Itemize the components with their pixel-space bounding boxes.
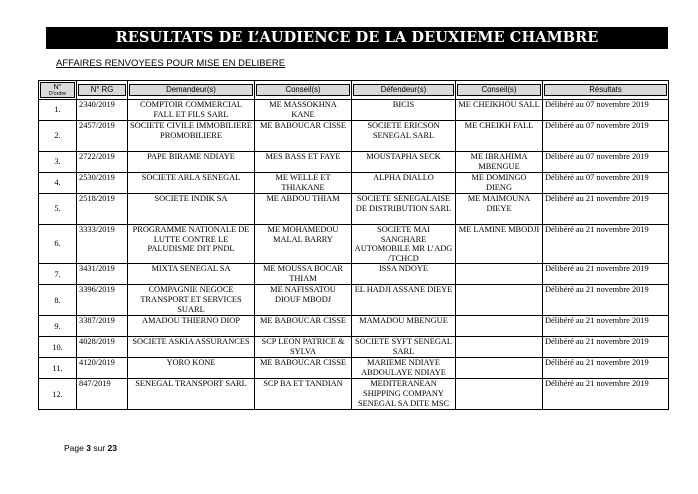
cell-conseil: ME MASSOKHNA KANE <box>255 100 352 121</box>
header-rg: N° RG <box>77 81 128 100</box>
cell-rg: 847/2019 <box>77 379 128 410</box>
cell-defendeur: SOCIETE SENEGALAISE DE DISTRIBUTION SARL <box>352 194 456 225</box>
header-defendeur: Défendeur(s) <box>352 81 456 100</box>
cell-resultat: Délibéré au 21 novembre 2019 <box>543 358 669 379</box>
cell-defendeur: MEDITERANEAN SHIPPING COMPANY SENEGAL SA DITE MSC <box>352 379 456 410</box>
cell-demandeur: SOCIETE CIVILE IMMOBILIERE PROMOBILIERE <box>128 121 255 152</box>
cell-conseil: SCP LEON PATRICE & SYLVA <box>255 337 352 358</box>
cell-defendeur: SOCIETE ERICSON SENEGAL SARL <box>352 121 456 152</box>
cell-resultat: Délibéré au 21 novembre 2019 <box>543 285 669 316</box>
cell-rg: 2530/2019 <box>77 173 128 194</box>
cell-rg: 2457/2019 <box>77 121 128 152</box>
cell-num: 2. <box>39 121 77 152</box>
cell-demandeur: YORO KONE <box>128 358 255 379</box>
cell-num: 10. <box>39 337 77 358</box>
table-row <box>39 316 669 337</box>
cell-num: 11. <box>39 358 77 379</box>
cell-demandeur: AMADOU THIERNO DIOP <box>128 316 255 337</box>
cell-conseil-defendeur: ME CHEIKH FALL <box>456 121 543 152</box>
results-table <box>38 80 669 410</box>
cell-rg: 4120/2019 <box>77 358 128 379</box>
header-demandeur: Demandeur(s) <box>128 81 255 100</box>
cell-rg: 2340/2019 <box>77 100 128 121</box>
cell-demandeur: SOCIETE ARLA SENEGAL <box>128 173 255 194</box>
cell-conseil-defendeur <box>456 337 543 358</box>
cell-resultat: Délibéré au 21 novembre 2019 <box>543 194 669 225</box>
cell-resultat: Délibéré au 21 novembre 2019 <box>543 264 669 285</box>
cell-conseil: ME WELLE ET THIAKANE <box>255 173 352 194</box>
cell-demandeur: SOCIETE INDIK SA <box>128 194 255 225</box>
cell-demandeur: PAPE BIRAME NDIAYE <box>128 152 255 173</box>
cell-conseil: ME MOHAMEDOU MALAL BARRY <box>255 225 352 264</box>
cell-rg: 3431/2019 <box>77 264 128 285</box>
cell-resultat: Délibéré au 07 novembre 2019 <box>543 173 669 194</box>
page-total: 23 <box>107 443 117 453</box>
cell-num: 8. <box>39 285 77 316</box>
cell-conseil-defendeur <box>456 316 543 337</box>
cell-defendeur: EL HADJI ASSANE DIEYE <box>352 285 456 316</box>
cell-conseil-defendeur <box>456 379 543 410</box>
table-row <box>39 379 669 410</box>
cell-conseil: SCP BA ET TANDIAN <box>255 379 352 410</box>
cell-conseil: ME BABOUCAR CISSE <box>255 316 352 337</box>
cell-conseil-defendeur: ME IBRAHIMA MBENGUE <box>456 152 543 173</box>
header-conseil-defendeur: Conseil(s) <box>456 81 543 100</box>
cell-conseil: ME ABDOU THIAM <box>255 194 352 225</box>
cell-rg: 2518/2019 <box>77 194 128 225</box>
cell-defendeur: ISSA NDOYE <box>352 264 456 285</box>
cell-rg: 3396/2019 <box>77 285 128 316</box>
cell-conseil-defendeur <box>456 264 543 285</box>
cell-resultat: Délibéré au 07 novembre 2019 <box>543 100 669 121</box>
cell-conseil-defendeur: ME LAMINE MBODJI <box>456 225 543 264</box>
cell-num: 3. <box>39 152 77 173</box>
cell-resultat: Délibéré au 07 novembre 2019 <box>543 152 669 173</box>
cell-rg: 4028/2019 <box>77 337 128 358</box>
section-heading: AFFAIRES RENVOYEES POUR MISE EN DELIBERE <box>56 58 286 69</box>
table-row <box>39 358 669 379</box>
table-row <box>39 225 669 264</box>
cell-defendeur: ALPHA DIALLO <box>352 173 456 194</box>
table-body <box>39 100 669 410</box>
cell-conseil: MES BASS ET FAYE <box>255 152 352 173</box>
page-footer <box>64 443 117 453</box>
cell-rg: 2722/2019 <box>77 152 128 173</box>
document-title: RESULTATS DE L’AUDIENCE DE LA DEUXIEME CHAMBRE <box>46 27 668 49</box>
cell-resultat: Délibéré au 07 novembre 2019 <box>543 121 669 152</box>
cell-defendeur: MAMADOU MBENGUE <box>352 316 456 337</box>
table-row <box>39 194 669 225</box>
cell-defendeur: BICIS <box>352 100 456 121</box>
cell-conseil-defendeur: ME MAIMOUNA DIEYE <box>456 194 543 225</box>
table-row <box>39 285 669 316</box>
page-word: Page <box>64 443 84 453</box>
page-current: 3 <box>86 443 91 453</box>
table-row <box>39 121 669 152</box>
table-row <box>39 100 669 121</box>
table-row <box>39 264 669 285</box>
cell-rg: 3333/2019 <box>77 225 128 264</box>
cell-num: 12. <box>39 379 77 410</box>
cell-defendeur: SOCIETE SYFT SENEGAL SARL <box>352 337 456 358</box>
sur-word: sur <box>93 443 106 453</box>
cell-num: 5. <box>39 194 77 225</box>
cell-conseil-defendeur <box>456 358 543 379</box>
cell-demandeur: PROGRAMME NATIONALE DE LUTTE CONTRE LE PALUDISME DIT PNDL <box>128 225 255 264</box>
cell-num: 9. <box>39 316 77 337</box>
cell-conseil: ME BABOUCAR CISSE <box>255 358 352 379</box>
cell-defendeur: MOUSTAPHA SECK <box>352 152 456 173</box>
cell-conseil: ME BABOUCAR CISSE <box>255 121 352 152</box>
header-resultats: Résultats <box>543 81 669 100</box>
cell-demandeur: SENEGAL TRANSPORT SARL <box>128 379 255 410</box>
cell-rg: 3387/2019 <box>77 316 128 337</box>
table-row <box>39 152 669 173</box>
cell-demandeur: MIXTA SENEGAL SA <box>128 264 255 285</box>
cell-resultat: Délibéré au 21 novembre 2019 <box>543 225 669 264</box>
cell-demandeur: COMPTOIR COMMERCIAL FALL ET FILS SARL <box>128 100 255 121</box>
cell-num: 4. <box>39 173 77 194</box>
cell-defendeur: SOCIETE MAI SANGHARE AUTOMOBILE MR L’ADG /TCHCD <box>352 225 456 264</box>
header-num: N° D'ordre <box>39 81 77 100</box>
cell-resultat: Délibéré au 21 novembre 2019 <box>543 316 669 337</box>
cell-resultat: Délibéré au 21 novembre 2019 <box>543 379 669 410</box>
cell-defendeur: MARIEME NDIAYE ABDOULAYE NDIAYE <box>352 358 456 379</box>
cell-conseil-defendeur: ME CHEIKHOU SALL <box>456 100 543 121</box>
cell-num: 6. <box>39 225 77 264</box>
table-row <box>39 173 669 194</box>
cell-conseil-defendeur: ME DOMINGO DIENG <box>456 173 543 194</box>
cell-num: 1. <box>39 100 77 121</box>
table-row <box>39 337 669 358</box>
table-header-row <box>39 81 669 100</box>
header-conseil: Conseil(s) <box>255 81 352 100</box>
cell-conseil: ME MOUSSA BOCAR THIAM <box>255 264 352 285</box>
cell-num: 7. <box>39 264 77 285</box>
cell-conseil-defendeur <box>456 285 543 316</box>
cell-resultat: Délibéré au 21 novembre 2019 <box>543 337 669 358</box>
cell-conseil: ME NAFISSATOU DIOUF MBODJ <box>255 285 352 316</box>
cell-demandeur: SOCIETE ASKIA ASSURANCES <box>128 337 255 358</box>
cell-demandeur: COMPAGNIE NEGOCE TRANSPORT ET SERVICES SUARL <box>128 285 255 316</box>
